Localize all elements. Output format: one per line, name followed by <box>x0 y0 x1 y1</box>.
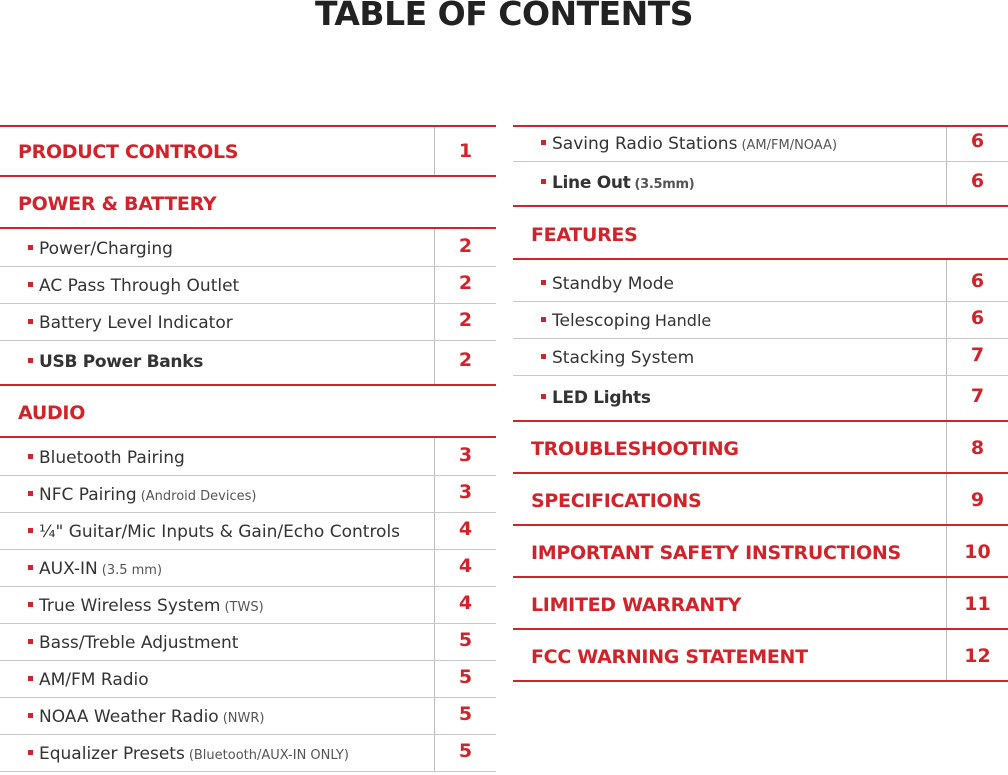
page-number: 6 <box>970 130 985 152</box>
bullet-icon <box>28 713 33 718</box>
toc-entry-text: NOAA Weather Radio <box>39 707 219 727</box>
toc-entry-text: Power/Charging <box>39 239 173 259</box>
toc-section-troubleshooting[interactable] <box>513 422 1008 474</box>
toc-entry-label <box>541 173 694 193</box>
page-number-cell <box>434 229 496 266</box>
toc-entry-text: Bass/Treble Adjustment <box>39 633 239 653</box>
bullet-icon <box>28 565 33 570</box>
toc-entry-text: SPECIFICATIONS <box>531 490 702 512</box>
toc-entry-text: AUDIO <box>18 402 86 424</box>
page-number-cell <box>946 422 1008 472</box>
toc-item-noaa-weather-radio-nwr[interactable] <box>0 698 496 735</box>
page-number-cell <box>434 513 496 549</box>
page-number: 4 <box>458 555 473 577</box>
page-number: 2 <box>458 272 473 294</box>
toc-entry-text: LIMITED WARRANTY <box>531 594 742 616</box>
toc-entry-note: (NWR) <box>222 711 265 726</box>
page-number-cell <box>434 438 496 475</box>
page-number-cell <box>434 550 496 586</box>
page-number-cell <box>946 260 1008 301</box>
toc-entry-label <box>531 594 741 616</box>
bullet-icon <box>28 245 33 250</box>
toc-entry-note: (TWS) <box>224 600 264 615</box>
bullet-icon <box>541 317 546 322</box>
toc-entry-text: FCC WARNING STATEMENT <box>531 646 808 668</box>
page-number-cell <box>434 304 496 340</box>
toc-item-usb-power-banks[interactable] <box>0 341 496 386</box>
bullet-icon <box>541 354 546 359</box>
toc-entry-label <box>28 485 256 505</box>
toc-section-audio[interactable] <box>0 386 496 438</box>
toc-entry-text: ¼" Guitar/Mic Inputs & Gain/Echo Controls <box>39 522 401 542</box>
page-number-cell <box>434 698 496 734</box>
page-number: 2 <box>458 349 473 371</box>
toc-entry-text: NFC Pairing <box>39 485 137 505</box>
bullet-icon <box>28 676 33 681</box>
page-title: TABLE OF CONTENTS <box>314 0 694 33</box>
toc-entry-label <box>531 224 637 246</box>
toc-item-equalizer-presets-bluetooth-aux-in-only[interactable] <box>0 735 496 772</box>
toc-section-specifications[interactable] <box>513 474 1008 526</box>
toc-item-am-fm-radio[interactable] <box>0 661 496 698</box>
toc-right-column <box>513 125 1008 682</box>
toc-entry-text: USB Power Banks <box>39 352 204 372</box>
toc-entry-note: (Bluetooth/AUX-IN ONLY) <box>188 748 349 763</box>
toc-entry-text: TROUBLESHOOTING <box>531 438 739 460</box>
page-number: 10 <box>964 541 991 563</box>
toc-entry-note: (3.5 mm) <box>101 563 163 578</box>
toc-entry-label <box>541 388 651 408</box>
toc-entry-label <box>541 134 837 154</box>
page-number-cell <box>434 661 496 697</box>
bullet-icon <box>28 319 33 324</box>
toc-section-features[interactable] <box>513 207 1008 260</box>
toc-section-product-controls[interactable] <box>0 125 496 177</box>
toc-entry-text: POWER & BATTERY <box>18 193 217 215</box>
page-number-cell <box>946 339 1008 375</box>
toc-item-telescoping-handle[interactable] <box>513 302 1008 339</box>
page-number: 1 <box>458 140 473 162</box>
toc-item-true-wireless-system-tws[interactable] <box>0 587 496 624</box>
toc-entry-text: Bluetooth Pairing <box>39 448 185 468</box>
page-number: 4 <box>458 592 473 614</box>
toc-entry-label <box>18 402 85 424</box>
toc-entry-note: (AM/FM/NOAA) <box>741 138 838 153</box>
page-number: 5 <box>458 629 473 651</box>
toc-entry-text: Saving Radio Stations <box>552 134 738 154</box>
toc-entry-text: PRODUCT CONTROLS <box>18 141 239 163</box>
page-number-cell <box>946 526 1008 576</box>
toc-entry-label <box>541 348 694 368</box>
toc-entry-label <box>28 276 239 296</box>
page-number: 4 <box>458 518 473 540</box>
page-number: 6 <box>970 270 985 292</box>
toc-entry-label <box>18 193 216 215</box>
toc-entry-text: Equalizer Presets <box>39 744 185 764</box>
toc-entry-label <box>18 141 238 163</box>
toc-item-line-out-3-5mm[interactable] <box>513 162 1008 207</box>
page-number-cell <box>434 624 496 660</box>
page-number: 11 <box>964 593 991 615</box>
page-number: 2 <box>458 235 473 257</box>
toc-item-battery-level-indicator[interactable] <box>0 304 496 341</box>
toc-entry-label <box>28 670 149 690</box>
page-number: 5 <box>458 666 473 688</box>
toc-entry-text: LED Lights <box>552 388 651 408</box>
toc-entry-label <box>28 744 349 764</box>
bullet-icon <box>28 491 33 496</box>
toc-entry-label <box>541 311 711 331</box>
bullet-icon <box>28 750 33 755</box>
toc-entry-text: AM/FM Radio <box>39 670 149 690</box>
bullet-icon <box>28 282 33 287</box>
toc-left-column <box>0 125 496 772</box>
bullet-icon <box>541 179 546 184</box>
toc-entry-label <box>531 438 739 460</box>
page-number: 3 <box>458 444 473 466</box>
toc-entry-text: Telescoping <box>552 311 651 331</box>
page-number-cell <box>434 476 496 512</box>
page-number-cell <box>434 587 496 623</box>
toc-entry-note: (Android Devices) <box>140 489 257 504</box>
toc-entry-label <box>28 633 238 653</box>
page-number-cell <box>946 630 1008 680</box>
toc-item-guitar-mic-inputs-gain-echo-controls[interactable] <box>0 513 496 550</box>
bullet-icon <box>28 639 33 644</box>
toc-entry-text: Line Out <box>552 173 631 193</box>
page-number-cell <box>434 127 496 175</box>
toc-entry-label <box>531 490 701 512</box>
toc-entry-label <box>531 542 901 564</box>
page-number: 5 <box>458 740 473 762</box>
toc-section-fcc-warning-statement[interactable] <box>513 630 1008 682</box>
bullet-icon <box>28 528 33 533</box>
toc-entry-label <box>28 707 264 727</box>
page-number: 9 <box>970 489 985 511</box>
page-number: 5 <box>458 703 473 725</box>
toc-entry-label <box>28 313 233 333</box>
toc-item-led-lights[interactable] <box>513 376 1008 422</box>
toc-section-important-safety-instructions[interactable] <box>513 526 1008 578</box>
toc-entry-label <box>28 559 162 579</box>
toc-item-bluetooth-pairing[interactable] <box>0 438 496 476</box>
toc-entry-label <box>28 239 173 259</box>
toc-entry-text: Stacking System <box>552 348 695 368</box>
toc-entry-note: (3.5mm) <box>634 177 695 192</box>
page-number: 8 <box>970 437 985 459</box>
page-number: 3 <box>458 481 473 503</box>
page-number-cell <box>434 267 496 303</box>
page-number-cell <box>434 341 496 384</box>
page-number-cell <box>946 578 1008 628</box>
bullet-icon <box>28 602 33 607</box>
toc-entry-note: Handle <box>654 311 712 330</box>
toc-item-saving-radio-stations-am-fm-noaa[interactable] <box>513 125 1008 162</box>
toc-entry-text: IMPORTANT SAFETY INSTRUCTIONS <box>531 542 901 564</box>
toc-entry-label <box>28 352 203 372</box>
toc-item-stacking-system[interactable] <box>513 339 1008 376</box>
toc-entry-text: AUX-IN <box>39 559 98 579</box>
bullet-icon <box>541 140 546 145</box>
toc-entry-label <box>28 448 185 468</box>
toc-item-power-charging[interactable] <box>0 229 496 267</box>
page-number: 6 <box>970 307 985 329</box>
toc-entry-text: True Wireless System <box>39 596 221 616</box>
bullet-icon <box>541 280 546 285</box>
toc-item-bass-treble-adjustment[interactable] <box>0 624 496 661</box>
toc-entry-label <box>531 646 808 668</box>
page-number: 12 <box>964 645 991 667</box>
page-number-cell <box>946 127 1008 161</box>
page-number-cell <box>946 376 1008 420</box>
page-number: 7 <box>970 344 985 366</box>
toc-section-limited-warranty[interactable] <box>513 578 1008 630</box>
toc-item-ac-pass-through-outlet[interactable] <box>0 267 496 304</box>
toc-entry-text: Battery Level Indicator <box>39 313 233 333</box>
page-number-cell <box>946 474 1008 524</box>
toc-entry-text: FEATURES <box>531 224 638 246</box>
page-number: 7 <box>970 385 985 407</box>
toc-entry-label <box>28 522 400 542</box>
toc-entry-label <box>541 274 674 294</box>
toc-item-nfc-pairing-android-devices[interactable] <box>0 476 496 513</box>
toc-item-standby-mode[interactable] <box>513 260 1008 302</box>
page-number-cell <box>946 302 1008 338</box>
toc-entry-text: Standby Mode <box>552 274 675 294</box>
page-number: 6 <box>970 170 985 192</box>
toc-section-power-battery[interactable] <box>0 177 496 229</box>
page-number-cell <box>434 735 496 771</box>
page-number-cell <box>946 162 1008 205</box>
bullet-icon <box>541 394 546 399</box>
toc-entry-text: AC Pass Through Outlet <box>39 276 240 296</box>
bullet-icon <box>28 358 33 363</box>
page-number: 2 <box>458 309 473 331</box>
bullet-icon <box>28 454 33 459</box>
toc-item-aux-in-3-5-mm[interactable] <box>0 550 496 587</box>
toc-entry-label <box>28 596 264 616</box>
